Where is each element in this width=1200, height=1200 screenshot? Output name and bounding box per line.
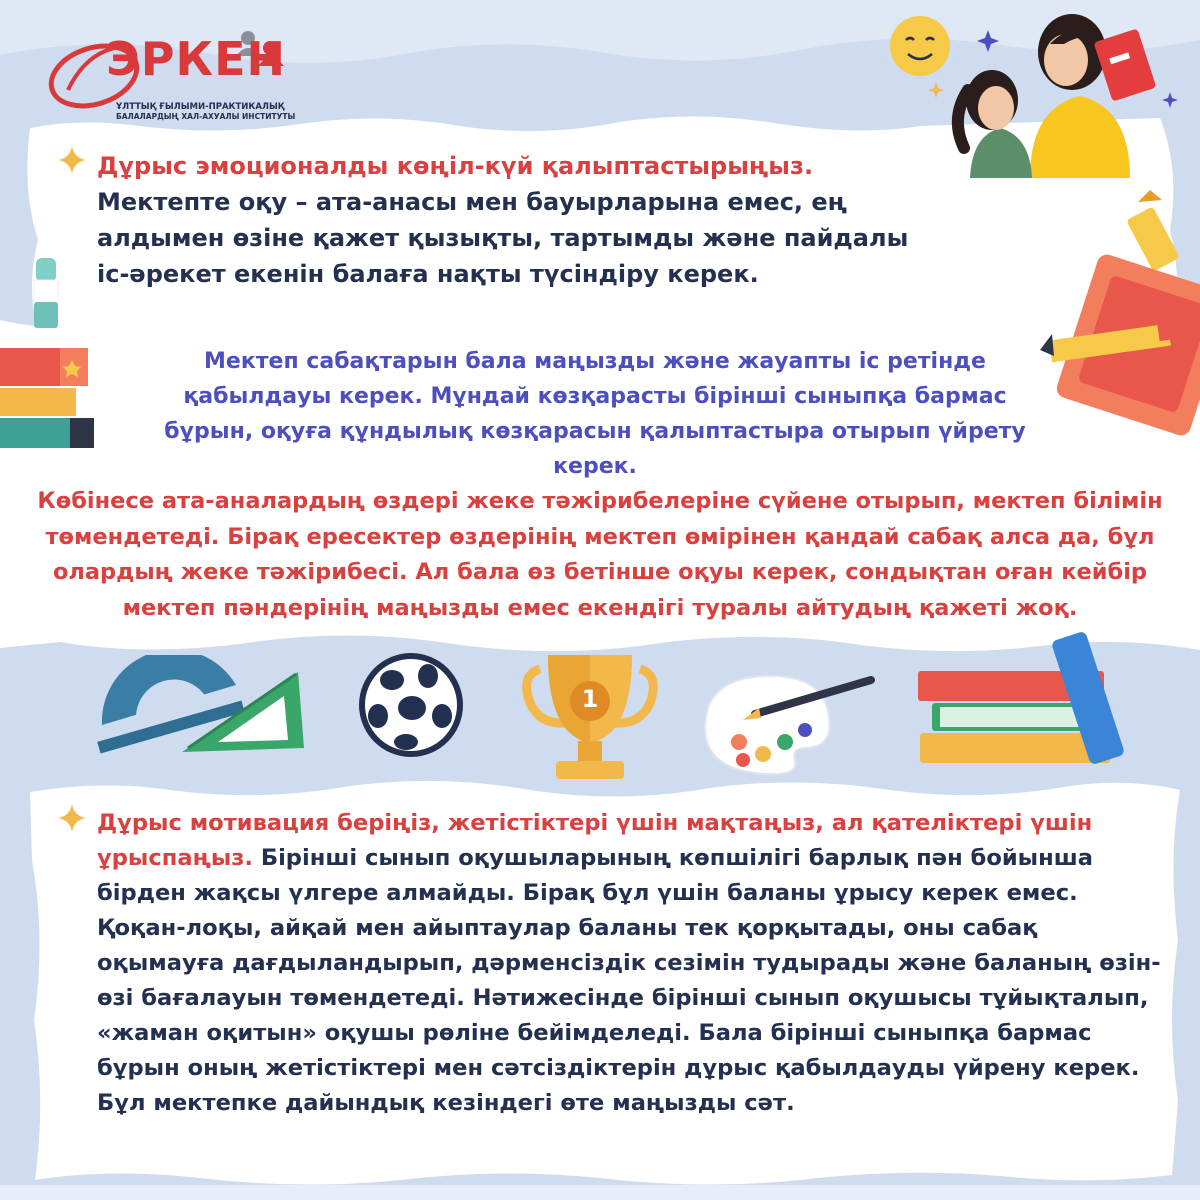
palette-icon: [695, 668, 885, 778]
set-square-icon: [178, 668, 310, 756]
sparkle-icon: [58, 146, 86, 174]
section-emotional-mood: [97, 148, 927, 292]
section-motivation: [97, 806, 1172, 1121]
notebook-icon: [1020, 190, 1200, 450]
book-stack-left-icon: [0, 340, 100, 452]
trophy-number: 1: [581, 685, 599, 713]
glue-stick-icon: [28, 252, 68, 334]
crayon-icon: [1126, 190, 1180, 272]
sparkle-icon: [58, 804, 86, 832]
section-school-lessons: Мектеп сабақтарын бала маңызды және жауапты іс ретінде қабылдауы керек. Мұндай көзқарасты бірінші сыныпқа бармас бұрын, оқуға құндылық көзқарасын қалыптастыра отырып үйрету керек.: [164, 349, 1026, 479]
section-emotional-mood-body: Мектепте оқу – ата-анасы мен бауырларына емес, ең алдымен өзіне қажет қызықты, тартымды және пайдалы іс-әрекет екенін балаға нақты түсіндіру керек.: [97, 188, 909, 288]
logo-subtitle-line1: ҰЛТТЫҚ ҒЫЛЫМИ-ПРАКТИКАЛЫҚ: [116, 102, 285, 112]
section-parents-experience: Көбінесе ата-аналардың өздері жеке тәжірибелеріне сүйене отырып, мектеп білімін төмендетеді. Бірақ ересектер өздерінің мектеп өмірінен қандай сабақ алса да, бұл олардың жеке тәжірибесі. Ал бала өз бетінше оқуы керек, сондықтан оған кейбір мектеп пәндерінің маңызды емес екендігі туралы айтудың қажеті жоқ.: [37, 488, 1163, 621]
logo-wordmark: ЭРКЕН: [106, 32, 286, 86]
logo-subtitle-line2: БАЛАЛАРДЫҢ ХАЛ-АХУАЛЫ ИНСТИТУТЫ: [116, 112, 296, 121]
section-motivation-heading: Дұрыс мотивация беріңіз, жетістіктері үшін мақтаңыз, ал қателіктері үшін ұрыспаңыз.: [97, 810, 1093, 871]
ball-icon: [356, 650, 466, 760]
logo: [48, 28, 296, 123]
book-stack-icon: [910, 625, 1190, 767]
trophy-icon: [520, 645, 660, 790]
section-motivation-body: Бірінші сынып оқушыларының көпшілігі барлық пән бойынша бірден жақсы үлгере алмайды. Бірақ бұл үшін баланы ұрысу керек емес. Қоқан-лоқы, айқай мен айыптаулар баланы тек қорқытады, оны сабақ оқымауға дағдыландырып, дәрменсіздік сезімін тудырады және баланың өзін-өзі бағалауын төмендетеді. Нәтижесінде бірінші сынып оқушысы тұйықталып, «жаман оқитын» оқушы рөліне бейімделеді. Бала бірінші сыныпқа бармас бұрын оның жетістіктері мен сәтсіздіктерін дұрыс қабылдауды үйрену керек. Бұл мектепке дайындық кезіндегі өте маңызды сәт.: [97, 845, 1161, 1116]
smiley-sun-icon: [890, 16, 950, 76]
section-emotional-mood-heading: Дұрыс эмоционалды көңіл-күй қалыптастырыңыз.: [97, 152, 814, 180]
